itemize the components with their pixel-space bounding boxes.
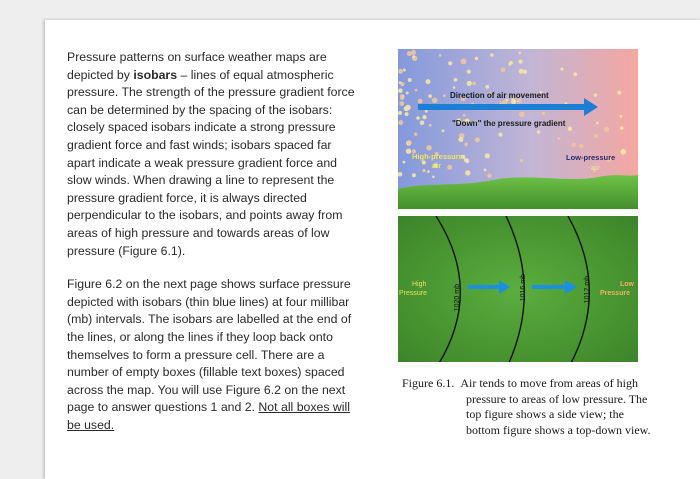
- air-molecule: [579, 144, 583, 148]
- air-molecule: [420, 120, 425, 125]
- high-label: High: [412, 281, 427, 288]
- air-molecule: [422, 169, 425, 172]
- direction-label: Direction of air movement: [450, 91, 549, 100]
- air-molecule: [537, 130, 540, 133]
- air-molecule: [520, 159, 523, 162]
- air-molecule: [422, 160, 426, 164]
- air-molecule: [519, 112, 525, 118]
- air-molecule: [461, 59, 467, 65]
- air-molecule: [467, 70, 471, 74]
- air-molecule: [422, 115, 426, 119]
- text-run: Figure 6.2 on the next page shows surface pressure depicted with isobars (thin blue lines) at four millibar (mb) intervals. The isobars are labelled at the end of the lines, or along the lines if they loop back onto themselves to form a pressure cell. There are a number of empty boxes (fillable text boxes) spaced across the map. You will use Figure 6.2 on the next page to answer questions 1 and 2.: [67, 277, 352, 415]
- air-molecule: [398, 120, 403, 125]
- air-molecule: [442, 129, 445, 132]
- paragraph-pressure-patterns: [67, 49, 357, 260]
- bold-term: isobars: [133, 67, 178, 82]
- text-run: – lines of equal atmospheric pressure. The strength of the pressure gradient force can be determined by the spacing of the isobars: closely spaced isobars indicate a strong pressure gradient force and fast winds; isobars spaced far apart indicate a weak pressure gradient force and slow winds. When drawing a line to represent the pressure gradient force, it is always directed perpendicular to the isobars, and points away from areas of high pressure and towards areas of low pressure (Figure 6.1).: [67, 67, 355, 258]
- air-molecule: [485, 153, 490, 158]
- air-molecule: [416, 116, 420, 120]
- air-molecule: [403, 69, 406, 72]
- underlined-note: Not all boxes will be used.: [67, 400, 351, 432]
- air-molecule: [414, 133, 417, 136]
- air-molecule: [425, 110, 428, 113]
- low-label: Low: [620, 281, 634, 288]
- air-molecule: [412, 173, 416, 177]
- air-molecule: [475, 57, 478, 60]
- body-text: [67, 49, 357, 434]
- air-molecule: [398, 69, 403, 74]
- air-molecule: [568, 127, 572, 131]
- air-molecule: [621, 149, 627, 155]
- air-molecule: [403, 161, 406, 164]
- air-molecule: [487, 173, 492, 178]
- air-molecule: [557, 137, 560, 140]
- air-molecule: [594, 93, 597, 96]
- low-pressure-label: Low-pressure: [566, 153, 616, 162]
- gradient-label: "Down" the pressure gradient: [452, 119, 566, 128]
- high-pressure-label: High-pressure: [412, 152, 463, 161]
- air-molecule: [485, 85, 489, 89]
- low-pressure-air-label: air: [591, 163, 601, 172]
- air-molecule: [447, 165, 452, 170]
- air-molecule: [620, 126, 624, 130]
- figure-caption: [402, 376, 652, 438]
- air-molecule: [454, 78, 458, 82]
- air-molecule: [432, 176, 435, 179]
- isobar-label-1020: 1020 mb: [454, 284, 461, 312]
- caption-body: Air tends to move from areas of high pressure to areas of low pressure. The top figure shows a side view; the bottom figure shows a top-down view.: [460, 376, 651, 437]
- air-molecule: [463, 114, 466, 117]
- air-molecule: [573, 72, 577, 76]
- air-molecule: [406, 149, 411, 154]
- air-molecule: [399, 101, 404, 106]
- air-molecule: [464, 143, 468, 147]
- air-molecule: [519, 52, 522, 55]
- air-molecule: [453, 86, 456, 89]
- air-molecule: [426, 79, 431, 84]
- air-molecule: [572, 143, 576, 147]
- air-molecule: [415, 89, 418, 92]
- air-molecule: [426, 145, 431, 150]
- caption-number: Figure 6.1.: [402, 376, 455, 390]
- air-molecule: [519, 60, 523, 64]
- text-run: Pressure patterns on surface weather maps are depicted by: [67, 50, 327, 82]
- air-molecule: [465, 170, 470, 175]
- air-molecule: [407, 51, 412, 56]
- air-molecule: [596, 122, 599, 125]
- air-molecule: [604, 127, 609, 132]
- air-molecule: [448, 61, 452, 65]
- air-molecule: [617, 91, 621, 95]
- low-pressure-label: Pressure: [600, 290, 630, 297]
- high-pressure-label: Pressure: [399, 290, 428, 297]
- air-molecule: [429, 124, 432, 127]
- figure-top-down-view: [398, 216, 638, 365]
- air-molecule: [498, 133, 502, 137]
- air-molecule: [406, 92, 409, 95]
- air-molecule: [418, 99, 423, 104]
- air-molecule: [400, 82, 404, 86]
- air-molecule: [620, 115, 623, 118]
- air-molecule: [542, 112, 545, 115]
- air-molecule: [405, 112, 409, 116]
- air-molecule: [398, 88, 403, 93]
- isobar-label-1012: 1012 mb: [584, 276, 591, 304]
- air-molecule: [594, 134, 598, 138]
- isobar-label-1016: 1016 mb: [520, 274, 527, 302]
- air-molecule: [472, 81, 476, 85]
- air-molecule: [464, 158, 468, 162]
- air-molecule: [467, 81, 472, 86]
- high-pressure-air-label: air: [432, 161, 442, 170]
- air-molecule: [458, 137, 463, 142]
- air-molecule: [490, 53, 494, 57]
- air-molecule: [412, 55, 415, 58]
- air-molecule: [519, 69, 524, 74]
- air-molecule: [428, 94, 432, 98]
- figure-side-view: [398, 49, 638, 212]
- air-molecule: [439, 54, 442, 57]
- air-molecule: [484, 169, 487, 172]
- air-molecule: [407, 140, 411, 144]
- air-molecule: [501, 68, 506, 73]
- air-molecule: [432, 98, 437, 103]
- air-molecule: [475, 137, 480, 142]
- air-molecule: [560, 68, 563, 71]
- paragraph-figure-6-2-instructions: [67, 276, 357, 434]
- air-molecule: [400, 94, 404, 98]
- air-molecule: [508, 63, 511, 66]
- air-molecule: [404, 106, 409, 111]
- air-molecule: [443, 94, 446, 97]
- air-molecule: [427, 170, 430, 173]
- air-molecule: [408, 78, 412, 82]
- air-molecule: [398, 111, 402, 115]
